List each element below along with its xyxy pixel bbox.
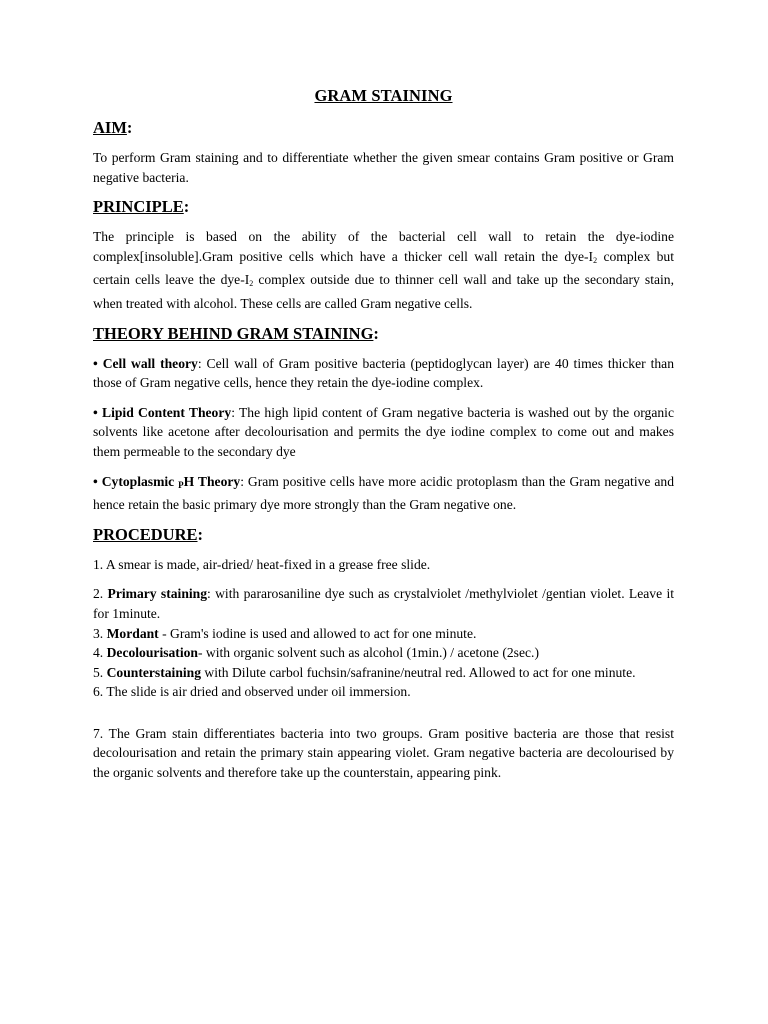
principle-heading-text: PRINCIPLE [93,197,184,217]
subscript: 2 [593,255,598,265]
principle-heading: PRINCIPLE: [93,197,190,217]
step-number: 2. [93,586,108,602]
cell-wall-text: : Cell wall of Gram positive bacteria (peptidoglycan layer) are 40 times thicker than those of Gram negative cells, hence they retain the dye-iodine complex. [93,355,674,391]
bullet: • [93,473,102,489]
principle-text-part: The principle is based on the ability of the bacterial cell wall to retain the dye-iodine complex[insoluble].Gram positive cells which have a thicker cell wall retain the dye-I [93,229,674,264]
lipid-text: : The high lipid content of Gram negative bacteria is washed out by the organic solvents like acetone after decolourisation and permits the dye iodine complex to come out and makes them permeable to the secondary dye [93,404,674,459]
procedure-step-7: 7. The Gram stain differentiates bacteria into two groups. Gram positive bacteria are those that resist decolourisation and retain the primary stain appearing violet. Gram negative bacteria are decolourised by the organic solvents and therefore take up the counterstain, appearing pink. [93,725,674,781]
procedure-heading: PROCEDURE: [93,524,204,544]
aim-heading: AIM: [93,118,133,137]
procedure-steps-2-6 [93,584,674,702]
step-label: Counterstaining [106,664,202,680]
step-text: : with pararosaniline dye such as crystalviolet /methylviolet /gentian violet. Leave it for 1minute. [93,586,674,621]
theory-heading-text: THEORY BEHIND GRAM STAINING [93,323,374,343]
step-label: Primary staining [107,586,208,602]
step-number: 4. [93,645,107,661]
procedure-step-1: 1. A smear is made, air-dried/ heat-fixed in a grease free slide. [93,556,431,572]
step-label: Mordant [106,625,159,641]
lipid-content-theory [93,403,674,462]
cell-wall-label: Cell wall theory [102,355,198,371]
step-label: Decolourisation [106,645,198,661]
step-5 [93,665,636,680]
page-title: GRAM STAINING [314,86,453,105]
step-text: with Dilute carbol fuchsin/safranine/neutral red. Allowed to act for one minute. [201,664,636,680]
step-text: - with organic solvent such as alcohol (1min.) / acetone (2sec.) [197,645,539,661]
step-number: 5. [93,664,107,680]
bullet: • [93,404,103,420]
step-2 [93,586,674,621]
step-4 [93,645,539,660]
cyto-label-a: Cytoplasmic [101,473,179,489]
step-number: 3. [93,625,107,641]
spacer [93,702,674,724]
aim-heading-text: AIM [93,118,127,137]
lipid-label: Lipid Content Theory [102,404,232,420]
theory-heading: THEORY BEHIND GRAM STAINING: [93,323,379,343]
principle-text-part: complex but certain cells leave the dye-I [93,248,674,288]
subscript: 2 [249,279,254,289]
cyto-label-p: P [178,479,184,490]
cell-wall-theory [93,354,674,393]
step-6: 6. The slide is air dried and observed under oil immersion. [93,684,411,700]
principle-text [93,227,674,313]
principle-text-part: complex outside due to thinner cell wall and take up the secondary stain, when treated with alcohol. These cells are called Gram negative cells. [93,272,674,311]
procedure-heading-text: PROCEDURE [93,524,198,544]
cyto-label-b: H Theory [183,473,241,489]
step-3 [93,626,476,641]
bullet: • [93,355,103,371]
step-text: - Gram's iodine is used and allowed to act for one minute. [158,625,477,641]
cyto-text: : Gram positive cells have more acidic protoplasm than the Gram negative and hence retain the basic primary dye more strongly than the Gram negative one. [93,473,674,513]
aim-text: To perform Gram staining and to differentiate whether the given smear contains Gram positive or Gram negative bacteria. [93,150,674,185]
cytoplasmic-ph-theory [93,472,674,515]
